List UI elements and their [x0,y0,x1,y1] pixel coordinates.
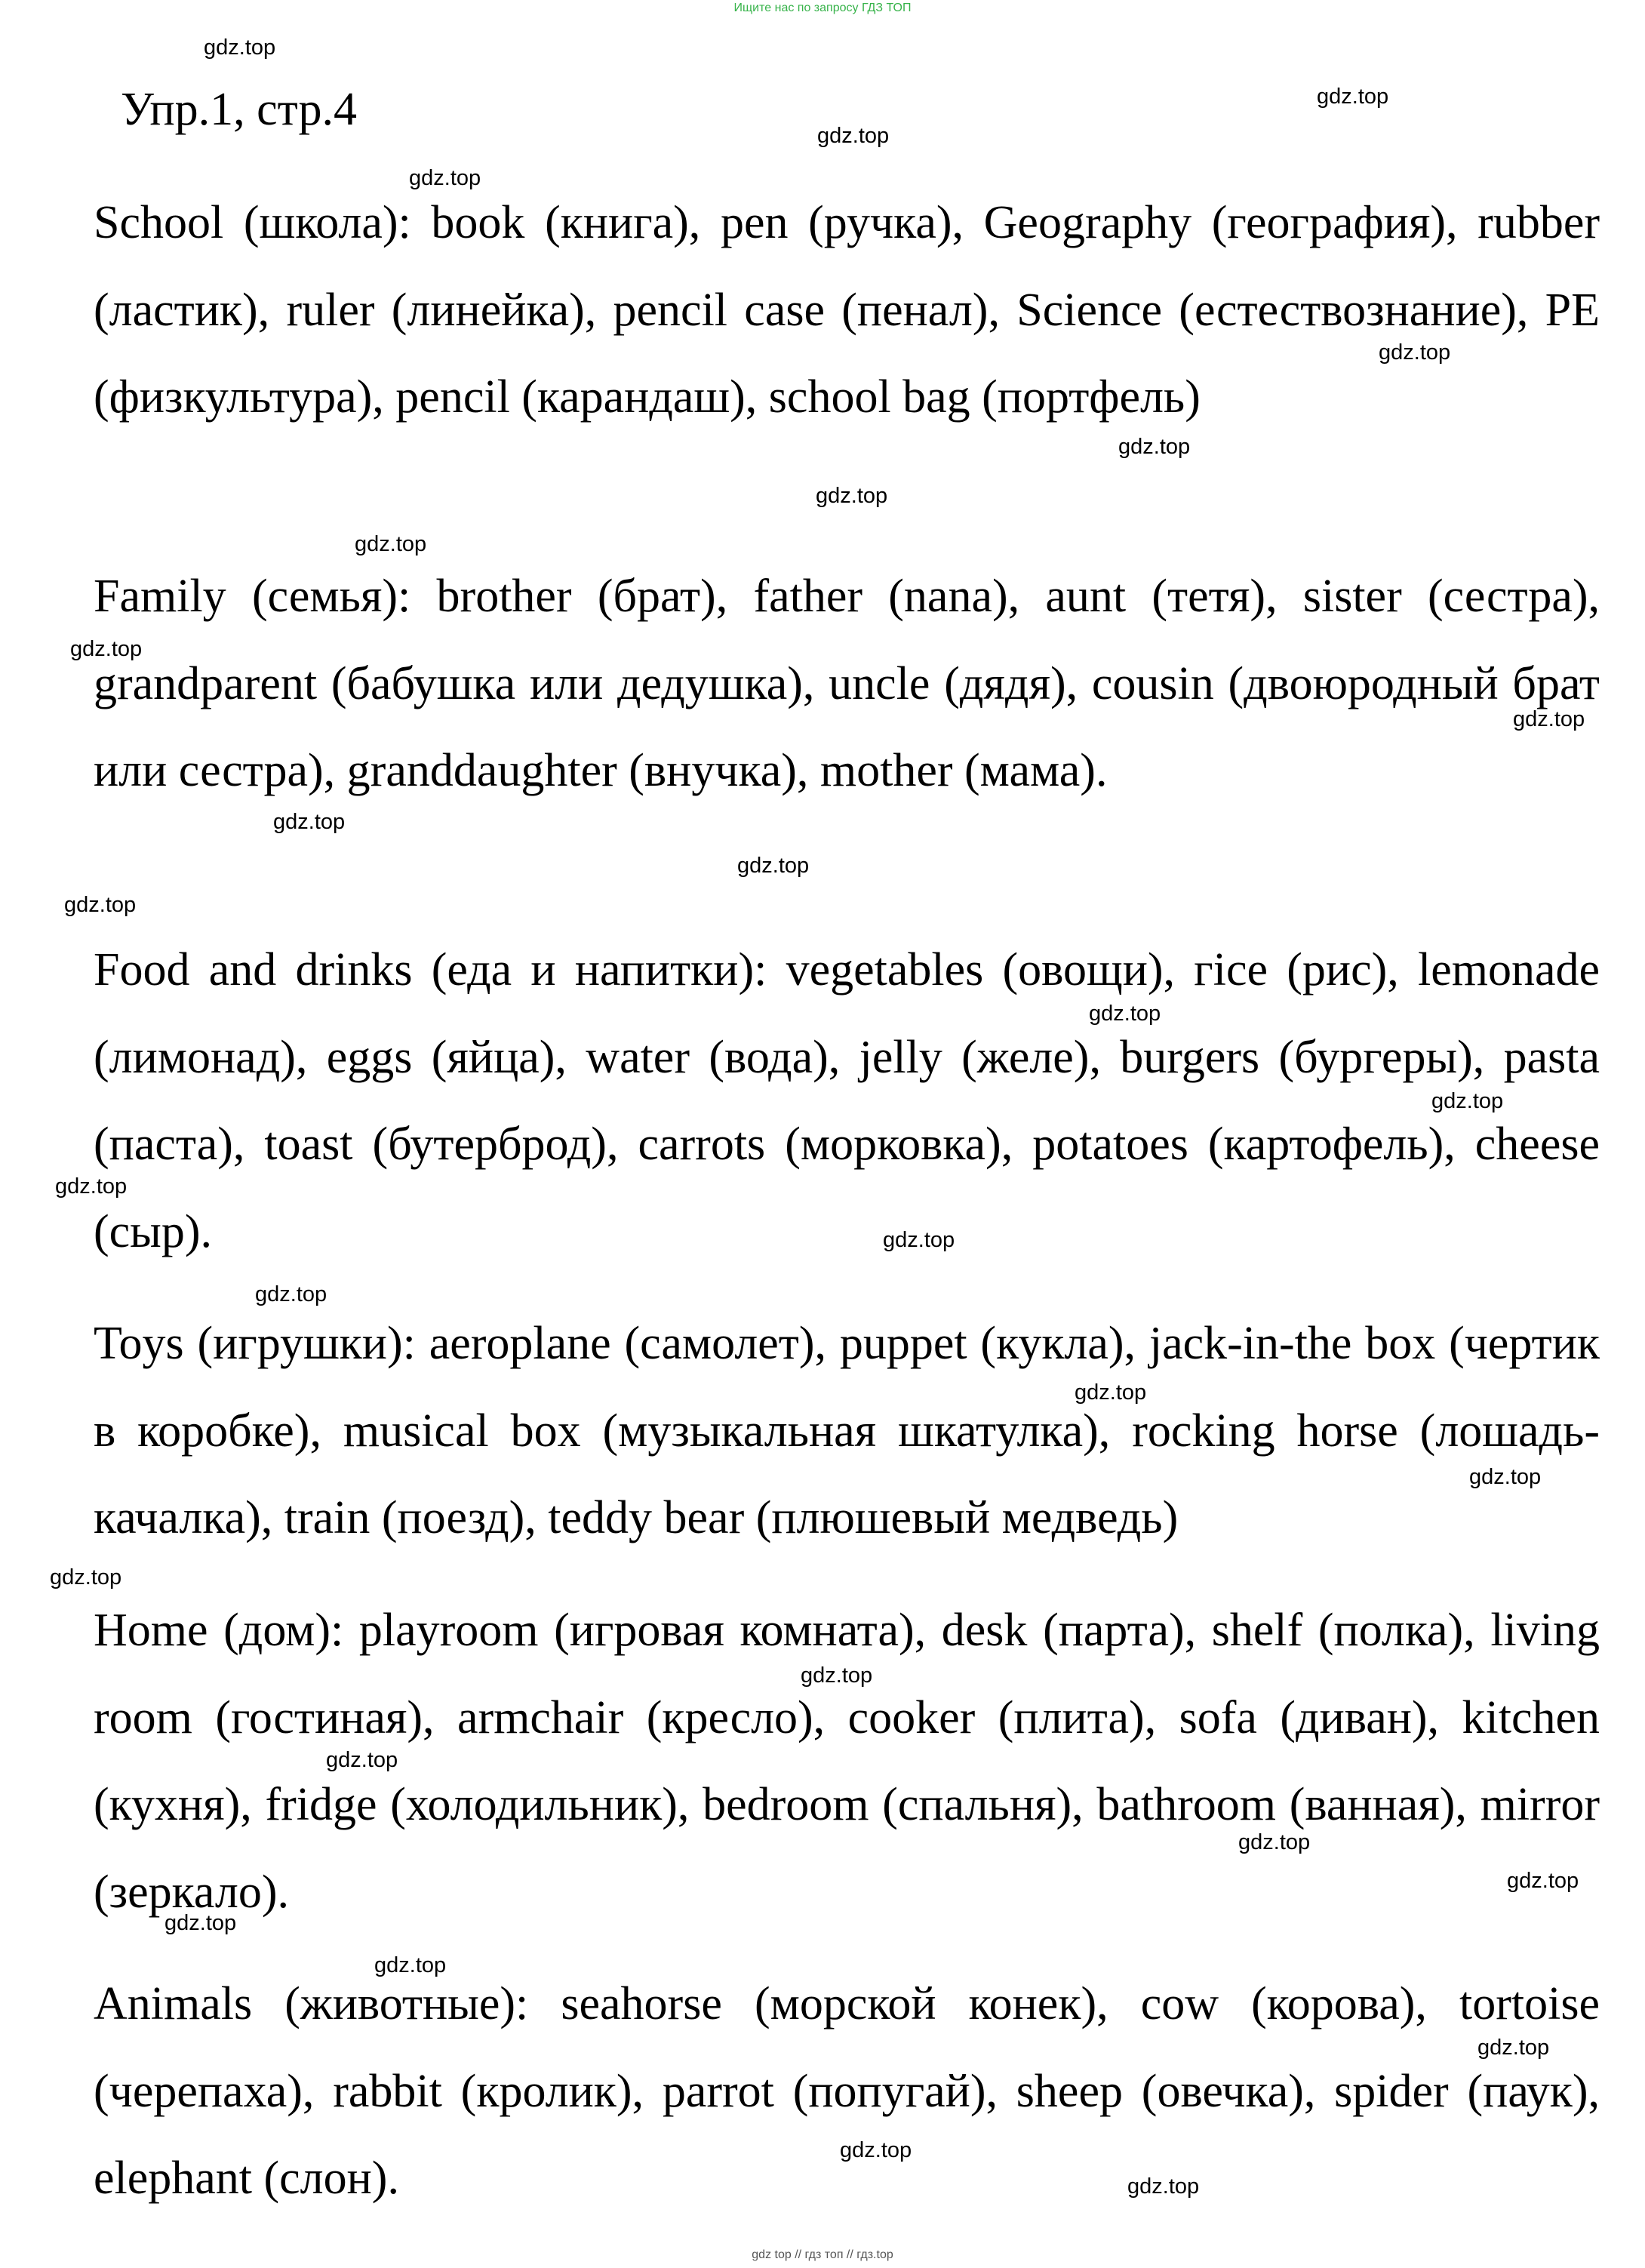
watermark: gdz.top [374,1953,447,1977]
watermark: gdz.top [817,124,890,148]
top-banner-text: Ищите нас по запросу ГДЗ ТОП [733,2,912,14]
watermark: gdz.top [355,532,427,556]
paragraph-family: Family (семья): brother (брат), father (nana), aunt (тетя), sister (сестра), grandparent (бабушка или дедушка), uncle (дядя), cousin (двоюродный брат или сестра), granddaughter (внучка), mother (мама). [94,571,1600,796]
watermark: gdz.top [1238,1830,1311,1854]
watermark: gdz.top [70,637,143,661]
watermark: gdz.top [1477,2036,1550,2060]
paragraph-toys: Toys (игрушки): aeroplane (самолет), puppet (кукла), jack-in-the box (чертик в коробке), musical box (музыкальная шкатулка), rocking horse (лошадь-качалка), train (поезд), teddy bear (плюшевый медведь) [94,1318,1600,1543]
paragraph-home: Home (дом): playroom (игровая комната), desk (парта), shelf (полка), living room (гостиная), armchair (кресло), cooker (плита), sofa (диван), kitchen (кухня), fridge (холодильник), bedroom (спальня), bathroom (ванная), mirror (зеркало). [94,1605,1600,1918]
watermark: gdz.top [883,1228,955,1252]
footer-text: gdz top // гдз топ // гдз.top [752,2248,893,2261]
watermark: gdz.top [801,1663,873,1688]
paragraph-food: Food and drinks (еда и напитки): vegetables (овощи), гice (рис), lemonade (лимонад), eggs (яйца), water (вода), jelly (желе), burgers (бургеры), pasta (паста), toast (бутерброд), carrots (морковка), potatoes (картофель), cheese (сыр). [94,944,1600,1257]
watermark: gdz.top [326,1748,398,1772]
watermark: gdz.top [816,484,888,508]
watermark: gdz.top [1469,1465,1542,1489]
paragraph-animals: Animals (животные): seahorse (морской конек), cow (корова), tortoise (черепаха), rabbit (кролик), parrot (попугай), sheep (овечка), spider (паук), elephant (слон). [94,1978,1600,2204]
watermark: gdz.top [1431,1089,1504,1113]
watermark: gdz.top [55,1174,128,1199]
watermark: gdz.top [1513,707,1585,731]
watermark: gdz.top [1317,85,1389,109]
watermark: gdz.top [204,35,276,60]
page-title: Упр.1, стр.4 [121,84,357,135]
watermark: gdz.top [840,2138,912,2162]
watermark: gdz.top [164,1911,237,1935]
watermark: gdz.top [1379,340,1451,365]
watermark: gdz.top [737,854,810,878]
watermark: gdz.top [64,893,137,917]
paragraph-school: School (школа): book (книга), pen (ручка), Geography (география), rubber (ластик), ruler (линейка), pencil case (пенал), Science (естествознание), PE (физкультура), pencil (карандаш), school bag (портфель) [94,197,1600,423]
watermark: gdz.top [1127,2174,1200,2199]
watermark: gdz.top [1089,1002,1161,1026]
watermark: gdz.top [255,1282,327,1306]
watermark: gdz.top [1075,1380,1147,1405]
watermark: gdz.top [1118,435,1191,459]
watermark: gdz.top [50,1565,122,1589]
watermark: gdz.top [273,810,346,834]
watermark: gdz.top [409,166,481,190]
watermark: gdz.top [1507,1869,1579,1893]
